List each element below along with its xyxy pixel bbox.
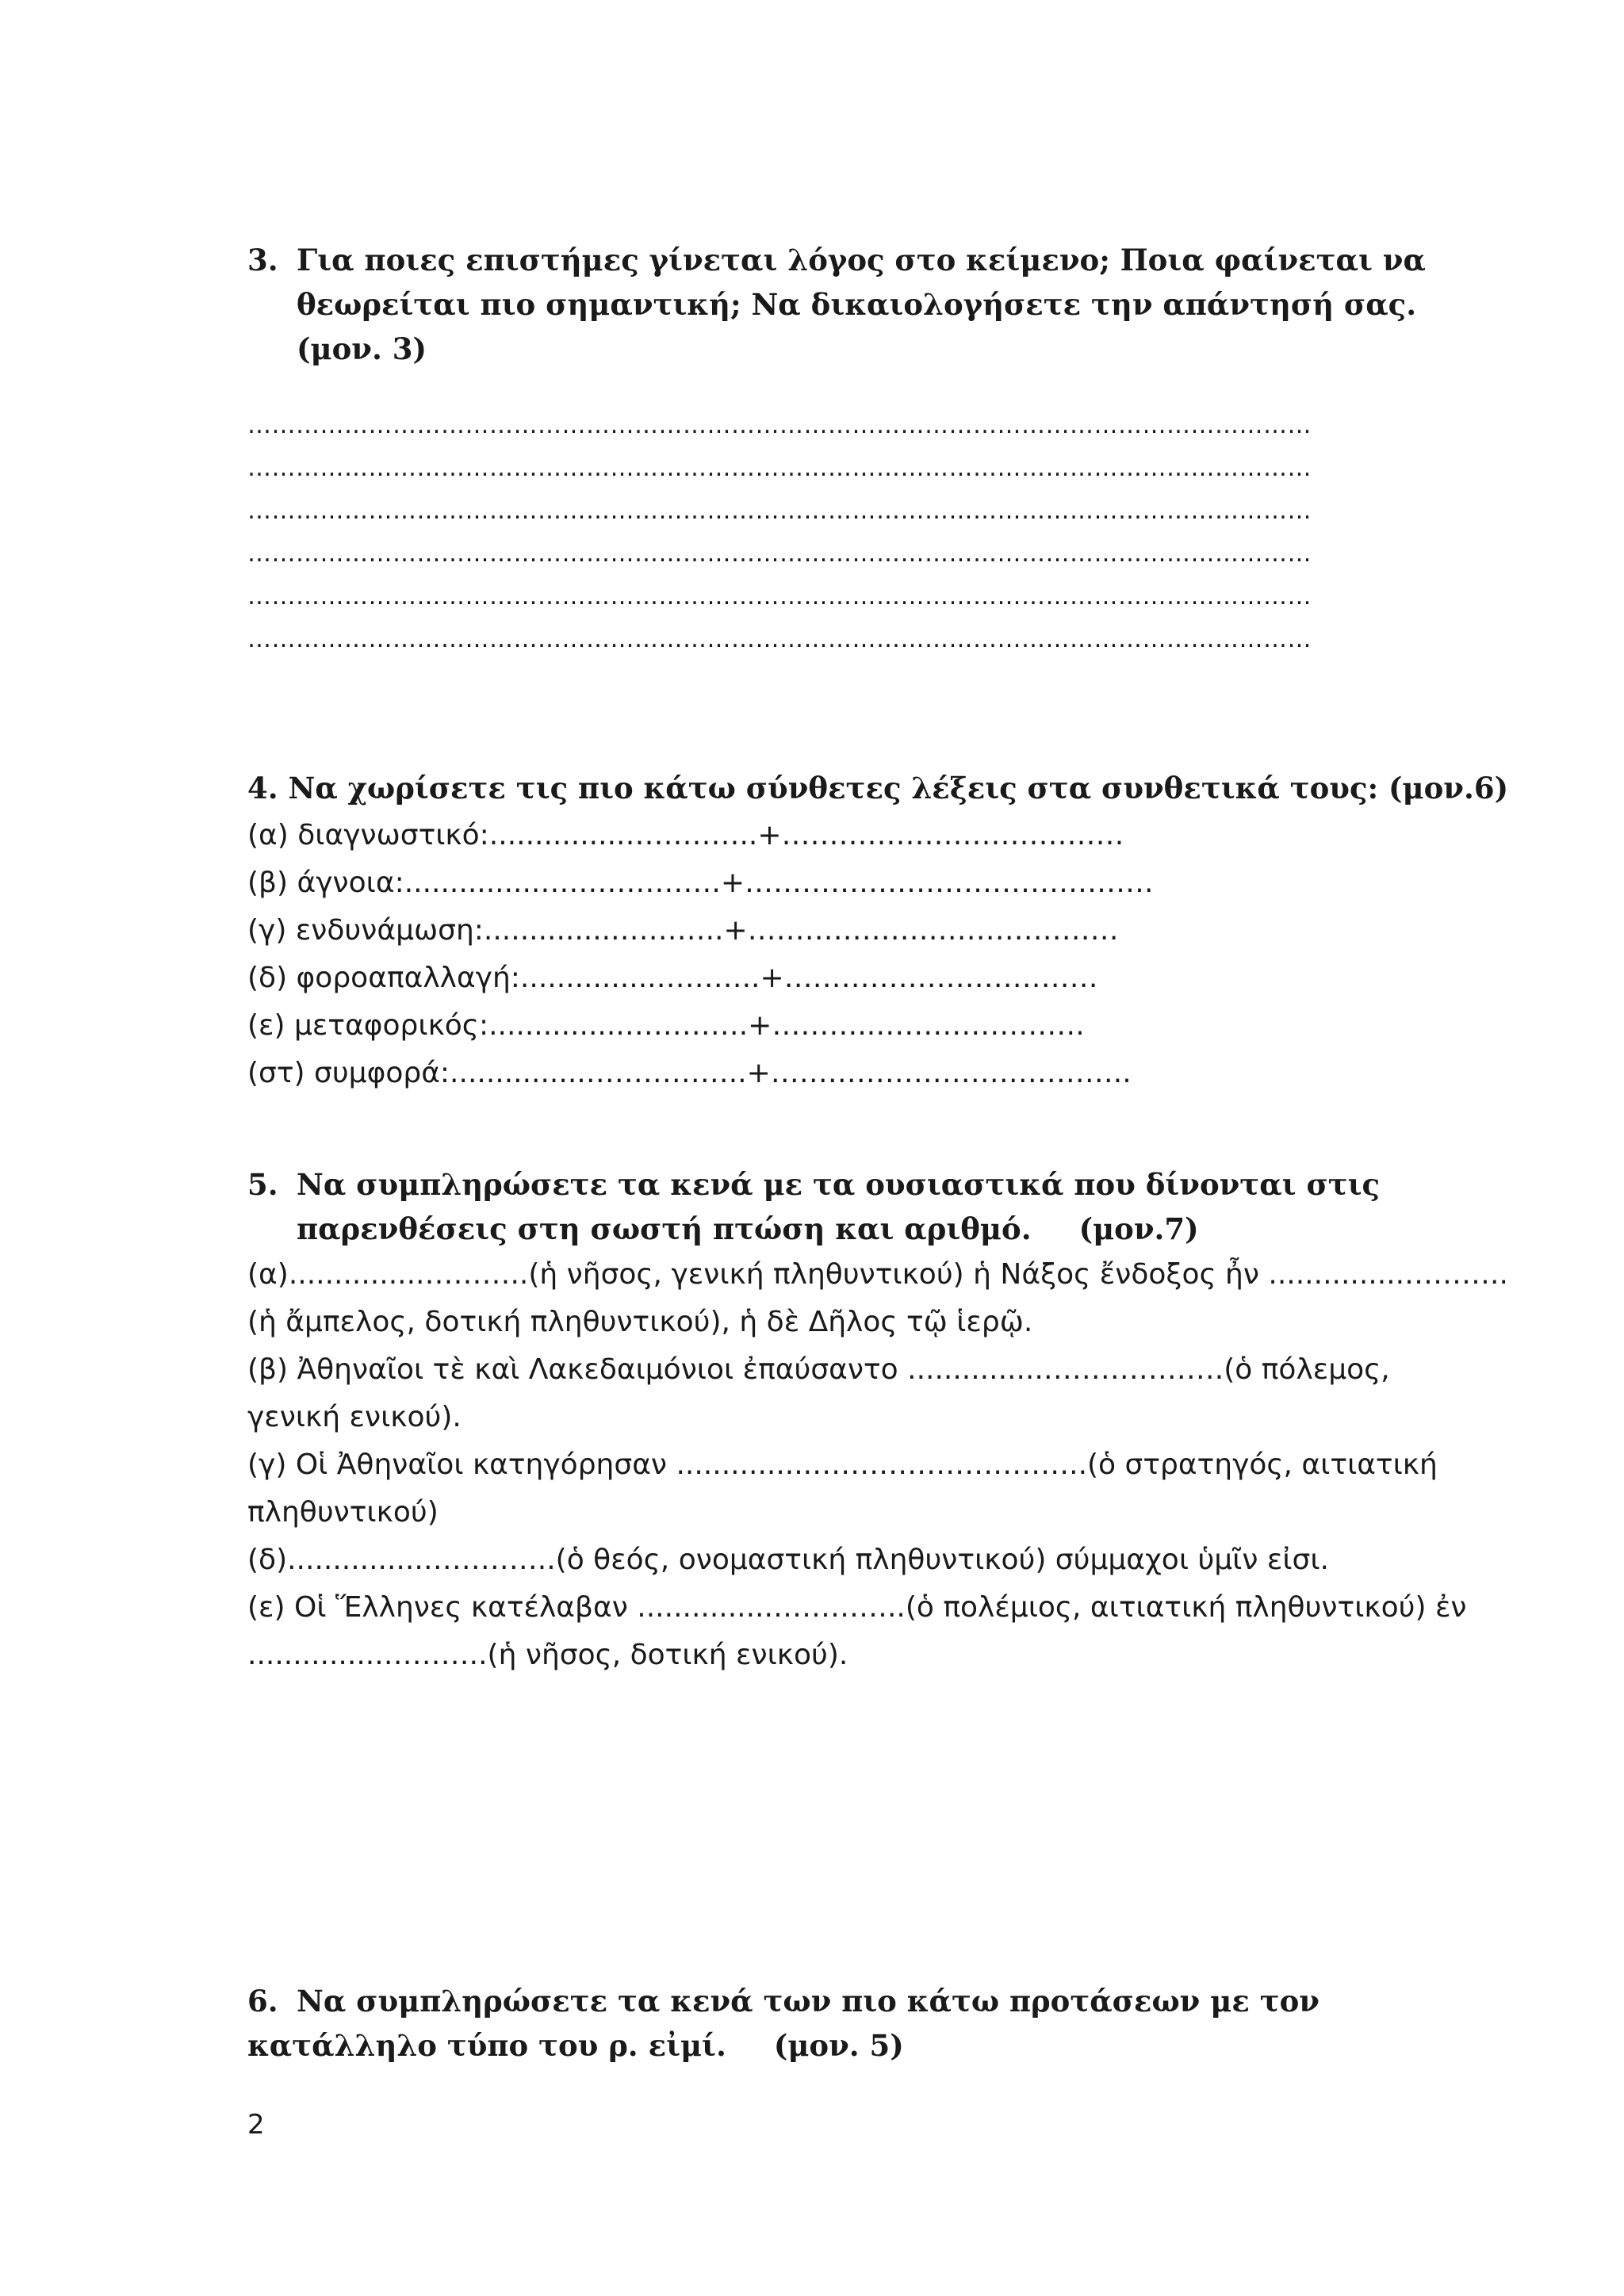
question-6-title xyxy=(247,1979,1389,2068)
question-3-line-2: θεωρείται πιο σημαντική; Να δικαιολογήσετε την απάντησή σας. xyxy=(297,287,1417,322)
answer-line[interactable]: …………………………………………………………………………………………………………………… xyxy=(247,454,1312,482)
question-4-title: 4. Να χωρίσετε τις πιο κάτω σύνθετες λέξεις στα συνθετικά τους: (μον.6) xyxy=(247,771,1509,806)
answer-line[interactable]: …………………………………………………………………………………………………………………… xyxy=(247,540,1312,568)
answer-line[interactable]: …………………………………………………………………………………………………………………… xyxy=(247,626,1312,653)
question-4-item[interactable]: (γ) ενδυνάμωση:...............………..+………………………………… xyxy=(247,914,1119,947)
question-3 xyxy=(247,238,1426,371)
question-6-line-1: Να συμπληρώσετε τα κενά των πιο κάτω προτάσεων με τον xyxy=(297,1984,1320,2019)
question-6-line-2: κατάλληλο τύπο του ρ. εἰμί. xyxy=(247,2028,726,2063)
question-4-item[interactable]: (δ) φοροαπαλλαγή:...............………..+…………………………… xyxy=(247,962,1098,994)
question-4 xyxy=(247,766,1509,1097)
question-5-number: 5. xyxy=(247,1167,278,1202)
question-5-line: (ἡ ἄμπελος, δοτική πληθυντικού), ἡ δὲ Δῆλος τῷ ἱερῷ. xyxy=(247,1306,1033,1338)
question-4-item[interactable]: (στ) συμφορά:...............……………..+……………………………….. xyxy=(247,1057,1132,1089)
answer-line[interactable]: …………………………………………………………………………………………………………………… xyxy=(247,497,1312,525)
question-6-number: 6. xyxy=(247,1984,278,2019)
question-3-number: 3. xyxy=(247,243,278,277)
answer-line[interactable]: …………………………………………………………………………………………………………………… xyxy=(247,583,1312,610)
answer-line[interactable]: …………………………………………………………………………………………………………………… xyxy=(247,411,1312,439)
question-4-item[interactable]: (α) διαγνωστικό:...............…………..+……………………………… xyxy=(247,819,1124,851)
question-3-line-1: Για ποιες επιστήμες γίνεται λόγος στο κείμενο; Ποια φαίνεται να xyxy=(297,243,1426,277)
question-5-sentences xyxy=(247,1251,1508,1679)
question-6-points: (μον. 5) xyxy=(773,2028,904,2063)
question-3-points: (μον. 3) xyxy=(297,331,427,366)
question-6 xyxy=(247,1979,1389,2068)
question-4-item[interactable]: (β) άγνοια:...............……………….+……………………………………. xyxy=(247,867,1154,899)
question-5-line[interactable]: (ε) Οἱ Ἕλληνες κατέλαβαν ...............…………..(ὁ πολέμιος, αιτιατική πληθυντικού) ἐν xyxy=(247,1591,1467,1624)
question-5-line[interactable]: (δ)...............…………..(ὁ θεός, ονομαστική πληθυντικού) σύμμαχοι ὑμῖν εἰσι. xyxy=(247,1544,1329,1576)
question-5-title xyxy=(247,1162,1389,1251)
question-5-line-1: Να συμπληρώσετε τα κενά με τα ουσιαστικά που δίνονται στις xyxy=(297,1167,1381,1202)
question-4-item[interactable]: (ε) μεταφορικός:...............………….+………..…………………. xyxy=(247,1009,1085,1042)
question-3-title xyxy=(247,238,1426,371)
question-5-line[interactable]: ...............………..(ἡ νῆσος, δοτική ενικού). xyxy=(247,1639,848,1671)
question-3-answer-area[interactable] xyxy=(247,404,1389,661)
question-5-line[interactable]: (α)...............………..(ἡ νῆσος, γενική πληθυντικού) ἡ Νάξος ἔνδοξος ἦν ...............……….. xyxy=(247,1258,1508,1291)
question-5-line: γενική ενικού). xyxy=(247,1401,462,1433)
question-5-line[interactable]: (γ) Οἱ Ἀθηναῖοι κατηγόρησαν ...............………………………..(ὁ στρατηγός, αιτιατική xyxy=(247,1448,1438,1481)
question-5-points: (μον.7) xyxy=(1078,1211,1199,1246)
question-5-line-2: παρενθέσεις στη σωστή πτώση και αριθμό. xyxy=(297,1211,1032,1246)
page-number: 2 xyxy=(247,2109,265,2141)
question-5-line: πληθυντικού) xyxy=(247,1496,439,1529)
question-5 xyxy=(247,1162,1508,1679)
question-5-line[interactable]: (β) Ἀθηναῖοι τὲ καὶ Λακεδαιμόνιοι ἐπαύσαντο ...............……………….(ὁ πόλεμος, xyxy=(247,1353,1390,1386)
